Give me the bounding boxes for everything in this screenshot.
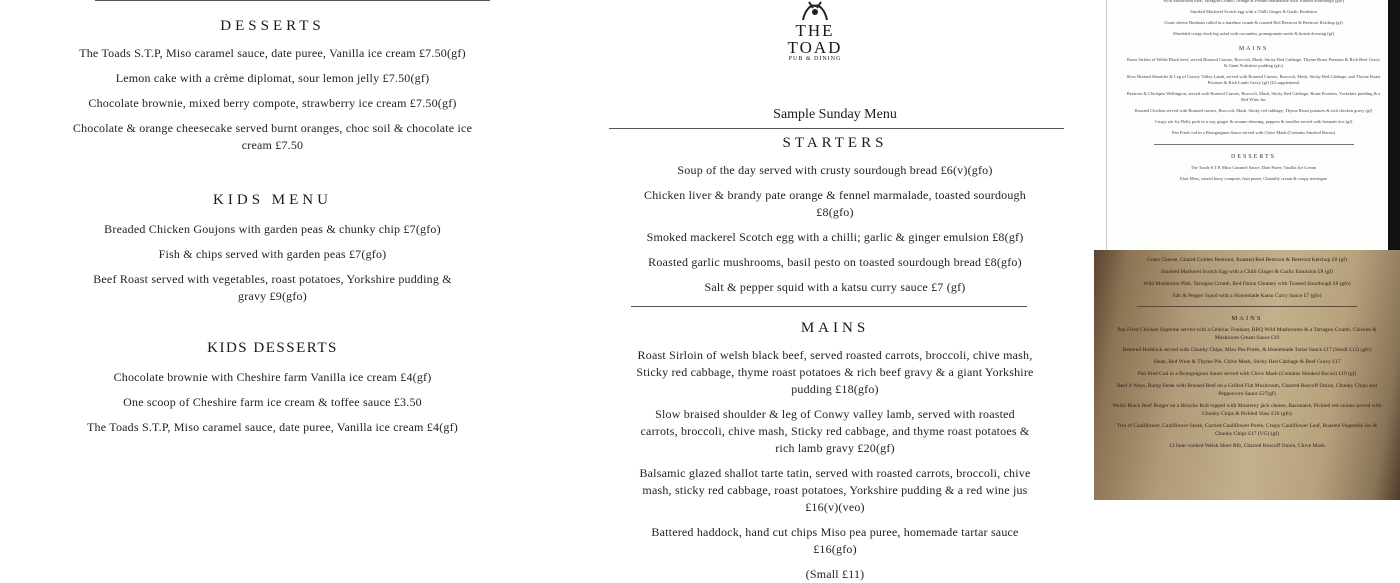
dessert-item: The Toads S.T.P, Miso caramel sauce, date puree, Vanilla ice cream £7.50(gf) bbox=[79, 46, 466, 60]
kids-menu-item: Fish & chips served with garden peas £7(gfo) bbox=[158, 247, 387, 261]
logo-title: THE TOAD bbox=[787, 21, 843, 57]
starter-item: Salt & pepper squid with a katsu curry sauce £7 (gf) bbox=[704, 280, 966, 294]
dessert-item: Chocolate & orange cheesecake served burnt oranges, choc soil & chocolate ice cream £7.50 bbox=[72, 121, 473, 152]
photo-mains-heading: MAINS bbox=[1238, 46, 1269, 52]
top-divider bbox=[95, 0, 490, 1]
starters-heading: STARTERS bbox=[782, 135, 888, 151]
the-toad-logo bbox=[775, 0, 855, 60]
main-item: Roast Sirloin of welsh black beef, served roasted carrots, broccoli, chive mash, Sticky red cabbage, thyme roast potatoes & rich beef gravy & a giant Yorkshire pudding £18(gfo) bbox=[636, 348, 1034, 396]
sample-menu-title: Sample Sunday Menu bbox=[773, 107, 897, 122]
photo-menu-line: Wild Mushroom Pâté, Tarragon Crumb, Orange & Fennel Marmalade with Toasted Sourdough (gfo) bbox=[1163, 0, 1344, 3]
starter-item: Roasted garlic mushrooms, basil pesto on toasted sourdough bread £8(gfo) bbox=[648, 255, 1022, 269]
photo-menu-line: Salt & Pepper Squid with a Homemade Katsu Curry Sauce £7 (gfo) bbox=[1172, 293, 1322, 299]
main-item: (Small £11) bbox=[805, 567, 865, 581]
kids-desserts-heading: KIDS DESSERTS bbox=[207, 340, 338, 356]
kids-desserts-section bbox=[0, 340, 545, 436]
kids-menu-item: Breaded Chicken Goujons with garden peas & chunky chip £7(gfo) bbox=[104, 222, 441, 236]
photo-menu-line: Battered Haddock served with Chunky Chips, Miso Pea Purée, & Homemade Tartar Sauce £17 (Small £12) (gfo) bbox=[1122, 347, 1372, 353]
photo-menu-line: Roasted Chicken served with Roasted carrots, Broccoli, Mash, Sticky red cabbage, Thyme Roast potatoes & rich chicken gravy (gf) bbox=[1134, 108, 1373, 113]
main-item: Slow braised shoulder & leg of Conwy valley lamb, served with roasted carrots, broccoli, chive mash, Sticky red cabbage, and thyme roast potatoes & rich lamb gravy £20(gf) bbox=[640, 407, 1030, 455]
dessert-item: Lemon cake with a crème diplomat, sour lemon jelly £7.50(gf) bbox=[115, 71, 430, 85]
photo-divider bbox=[1137, 306, 1357, 307]
menu-photo-bottom bbox=[1094, 250, 1400, 500]
photo-desserts-heading: DESSERTS bbox=[1231, 154, 1276, 160]
photo-menu-line: Steak, Red Wine & Thyme Pie, Chive Mash, Sticky Red Cabbage & Beef Gravy £17 bbox=[1153, 359, 1341, 365]
photo-menu-line: Welsh Black Beef Burger on a Brioche Roll topped with Monterey jack cheese, Baconaise, Pickled red onions served with Chunky Chips & Pickled Slaw £16 (gfo) bbox=[1112, 403, 1382, 417]
mains-heading: MAINS bbox=[800, 320, 870, 336]
kids-menu-heading: KIDS MENU bbox=[213, 192, 332, 208]
desserts-heading: DESSERTS bbox=[220, 18, 325, 34]
dessert-item: Chocolate brownie, mixed berry compote, strawberry ice cream £7.50(gf) bbox=[88, 96, 457, 110]
photo-menu-line: Wild Mushroom Pâté, Tarragon Crumb, Red Onion Chutney with Toasted Sourdough £8 (gfo) bbox=[1143, 281, 1351, 287]
logo-subtitle: PUB & DINING bbox=[788, 56, 842, 62]
photo-menu-line: Pan Fried cod in a Bourguignon Sauce served with Chive Mash (Contains Smoked Bacon) bbox=[1171, 130, 1336, 135]
main-item: Battered haddock, hand cut chips Miso pea puree, homemade tartar sauce £16(gfo) bbox=[651, 525, 1019, 556]
photo-menu-line: Eton Mess, mixed berry compote, fruit puree, Chantilly cream & crispy meringue bbox=[1180, 176, 1327, 181]
photo-menu-line: Beetroot & Chickpea Wellington, served with Roasted Carrots, Broccoli, Mash, Sticky Red Cabbage, Roast Potatoes, Yorkshire pudding & a Red Wine Jus bbox=[1126, 91, 1381, 102]
section-divider bbox=[631, 306, 1027, 307]
toad-icon bbox=[795, 0, 835, 22]
starter-item: Soup of the day served with crusty sourdough bread £6(v)(gfo) bbox=[677, 163, 993, 177]
photo-menu-line: Slow Braised Shoulder & Leg of Conwy Valley Lamb, served with Roasted Carrots, Broccoli, Mash, Sticky Red Cabbage, and Thyme Roast Potatoes & Rich Lamb Gravy (gf) (£2 supplement) bbox=[1126, 74, 1381, 85]
photo-menu-line: Goats cheese Bonbons rolled in a hazelnut crumb & roasted Red Beetroot & Beetroot Ketchup (gf) bbox=[1164, 20, 1343, 25]
photo-menu-line: Shredded crispy duck leg salad with cucumber, pomegranate seeds & hoisin dressing (gf) bbox=[1173, 31, 1334, 36]
starters-section bbox=[605, 135, 1065, 296]
title-divider bbox=[609, 128, 1064, 129]
kids-dessert-item: Chocolate brownie with Cheshire farm Vanilla ice cream £4(gf) bbox=[113, 370, 432, 384]
kids-dessert-item: One scoop of Cheshire farm ice cream & toffee sauce £3.50 bbox=[123, 395, 422, 409]
photo-menu-line: Pan Fried Chicken Supreme served with a Celeriac Fondant, BBQ Wild Mushrooms & a Tarragon Crumb, Chicken & Mushroom Cream Sauce £19 bbox=[1117, 327, 1377, 341]
photo-menu-line: Trio of Cauliflower, Cauliflower Steak, Curried Cauliflower Purée, Crispy Cauliflower Leaf, Roasted Vegetable Jus & Chunky Chips £17 (VG) (gf) bbox=[1116, 423, 1378, 437]
photo-menu-line: The Toads S.T.P, Miso Caramel Sauce, Date Puree, Vanilla Ice Cream bbox=[1190, 165, 1317, 170]
photo-menu-line: Beef 4 Ways, Rump Steak with Braised Beef on a Grilled Flat Mushroom, Charred Roscoff Onion, Chunky Chips and Peppercorn Sauce £27(gf) bbox=[1117, 383, 1377, 397]
menu-center-page bbox=[605, 0, 1085, 581]
photo-mains-heading: MAINS bbox=[1231, 315, 1263, 322]
mains-section bbox=[605, 320, 1065, 583]
menu-left-page bbox=[0, 0, 545, 500]
photo-menu-line: Smoked Mackerel Scotch egg with a Chilli Ginger & Garlic Emulsion bbox=[1190, 9, 1317, 14]
photo-menu-line: Roast Sirloin of Welsh Black beef, served Roasted Carrots, Broccoli, Mash, Sticky Red Cabbage, Thyme Roast Potatoes & Rich Beef Gravy & Giant Yorkshire pudding (gfo) bbox=[1126, 57, 1381, 68]
photo-menu-line: 12 hour cooked Welsh Short Rib, Charred Roscoff Onion, Chive Mash bbox=[1169, 443, 1325, 449]
starter-item: Smoked mackerel Scotch egg with a chilli; garlic & ginger emulsion £8(gf) bbox=[646, 230, 1024, 244]
kids-menu-item: Beef Roast served with vegetables, roast potatoes, Yorkshire pudding & gravy £9(gfo) bbox=[93, 272, 452, 303]
photo-divider bbox=[1154, 144, 1354, 145]
photo-menu-line: Smoked Mackerel Scotch Egg with a Chilli Ginger & Garlic Emulsion £8 (gf) bbox=[1161, 269, 1333, 275]
photo-menu-line: Goats Cheese, Glazed Golden Beetroot, Roasted Red Beetroot & Beetroot Ketchup £8 (gf) bbox=[1147, 257, 1347, 263]
main-item: Balsamic glazed shallot tarte tatin, served with roasted carrots, broccoli, chive mash, sticky red cabbage, roast potatoes, Yorkshire pudding & a red wine jus £16(v)(veo) bbox=[639, 466, 1031, 514]
photo-menu-line: Crispy stir fry Belly pork in a soy, ginger & sesame dressing, peppers & noodles served with basmati rice (gf) bbox=[1154, 119, 1353, 124]
kids-dessert-item: The Toads S.T.P, Miso caramel sauce, date puree, Vanilla ice cream £4(gf) bbox=[87, 420, 458, 434]
menu-photo-top bbox=[1106, 0, 1400, 250]
kids-menu-section bbox=[0, 192, 545, 305]
starter-item: Chicken liver & brandy pate orange & fennel marmalade, toasted sourdough £8(gfo) bbox=[644, 188, 1026, 219]
desserts-section bbox=[0, 18, 545, 154]
photo-menu-line: Pan fried Cod in a Bourguignon Sauce served with Chive Mash (Contains Smoked Bacon) £19 (gf) bbox=[1137, 371, 1357, 377]
photo-edge bbox=[1388, 0, 1400, 250]
